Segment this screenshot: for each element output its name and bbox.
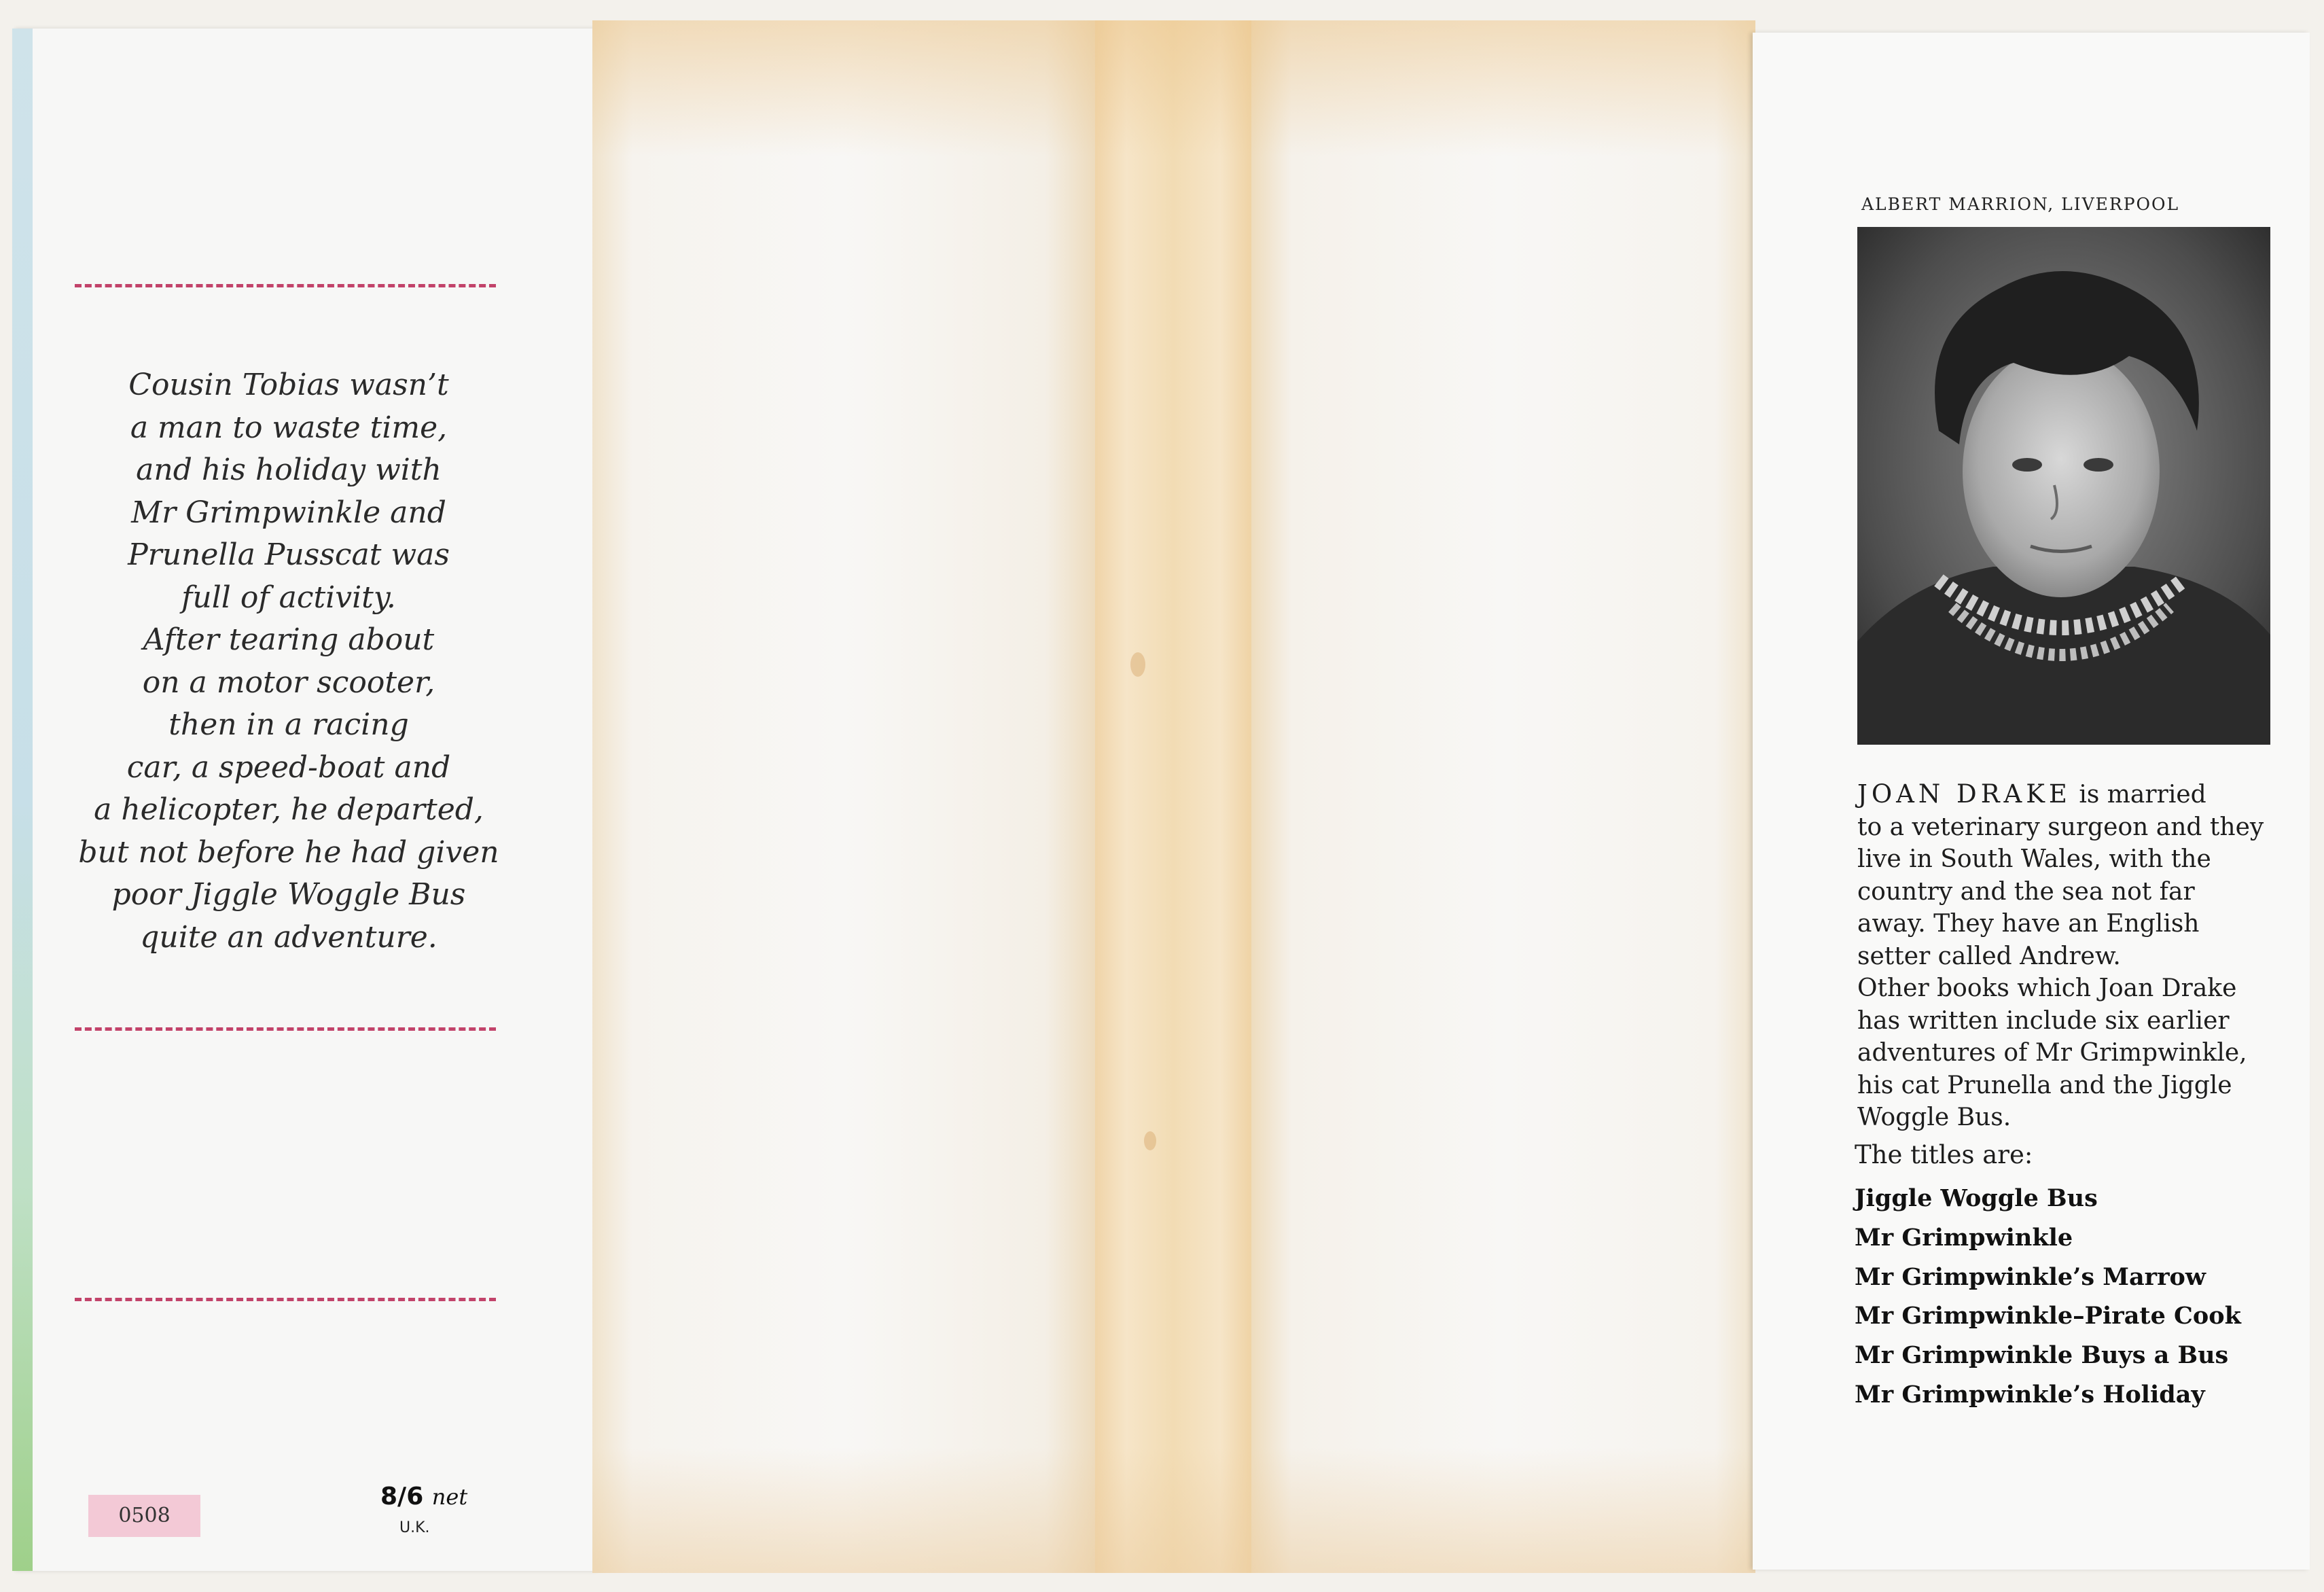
divider-top <box>75 284 496 287</box>
book-title: Mr Grimpwinkle’s Holiday <box>1855 1380 2205 1409</box>
price <box>380 1483 467 1510</box>
bio-line: Other books which Joan Drake <box>1857 974 2237 1002</box>
price-region: U.K. <box>399 1519 430 1536</box>
bio-line: to a veterinary surgeon and they <box>1857 813 2264 841</box>
blurb-line: and his holiday with <box>136 453 442 487</box>
blurb-line: car, a speed-boat and <box>126 749 451 785</box>
cover-edge-strip <box>12 29 33 1571</box>
price-suffix: net <box>431 1484 468 1510</box>
bio-line: adventures of Mr Grimpwinkle, <box>1857 1039 2247 1067</box>
book-title: Mr Grimpwinkle Buys a Bus <box>1855 1341 2229 1370</box>
top-age-stain <box>592 20 1755 156</box>
book-title: Mr Grimpwinkle <box>1855 1223 2073 1252</box>
blurb-line: quite an adventure. <box>140 919 437 955</box>
book-title: Mr Grimpwinkle–Pirate Cook <box>1855 1302 2241 1330</box>
foxing-spot <box>1130 652 1145 677</box>
blurb-line: a helicopter, he departed, <box>94 792 484 827</box>
bottom-age-stain <box>592 1447 1755 1573</box>
blurb-line: Cousin Tobias wasn’t <box>128 368 449 402</box>
book-title: Mr Grimpwinkle’s Marrow <box>1855 1262 2206 1291</box>
bio-line: is married <box>2071 781 2206 809</box>
bio-line: his cat Prunella and the Jiggle <box>1857 1071 2232 1099</box>
book-title: Jiggle Woggle Bus <box>1855 1184 2098 1212</box>
divider-bottom <box>75 1298 496 1301</box>
bio-line: away. They have an English <box>1857 910 2200 938</box>
bio-line: setter called Andrew. <box>1857 942 2121 970</box>
author-portrait-image <box>1857 227 2270 745</box>
blurb-line: on a motor scooter, <box>142 665 435 700</box>
blurb-line: but not before he had given <box>78 834 499 870</box>
blurb-line: then in a racing <box>168 707 409 742</box>
price-value: 8/6 <box>380 1483 424 1510</box>
spine-inside <box>1095 20 1251 1573</box>
blurb-line: poor Jiggle Woggle Bus <box>111 877 466 912</box>
front-cover-inside <box>1251 20 1755 1573</box>
foxing-spot <box>1144 1131 1156 1150</box>
blurb-line: After tearing about <box>143 622 435 657</box>
bio-line: live in South Wales, with the <box>1857 845 2211 873</box>
stock-code-label: 0508 <box>88 1495 200 1537</box>
photo-credit: ALBERT MARRION, LIVERPOOL <box>1861 194 2180 214</box>
bio-line: has written include six earlier <box>1857 1006 2230 1035</box>
bio-line: Woggle Bus. <box>1857 1103 2012 1131</box>
blurb-line: full of activity. <box>181 580 396 615</box>
author-bio <box>1857 778 2292 1134</box>
book-titles-list <box>1855 1179 2241 1415</box>
story-blurb <box>68 364 510 959</box>
author-photo <box>1857 227 2270 745</box>
blurb-line: Prunella Pusscat was <box>128 537 450 572</box>
blurb-line: a man to waste time, <box>130 410 448 445</box>
divider-middle <box>75 1027 496 1031</box>
back-cover-inside <box>592 20 1095 1573</box>
blurb-line: Mr Grimpwinkle and <box>131 495 446 530</box>
author-name: JOAN DRAKE <box>1857 779 2071 809</box>
titles-label: The titles are: <box>1855 1140 2033 1169</box>
bio-line: country and the sea not far <box>1857 877 2195 906</box>
